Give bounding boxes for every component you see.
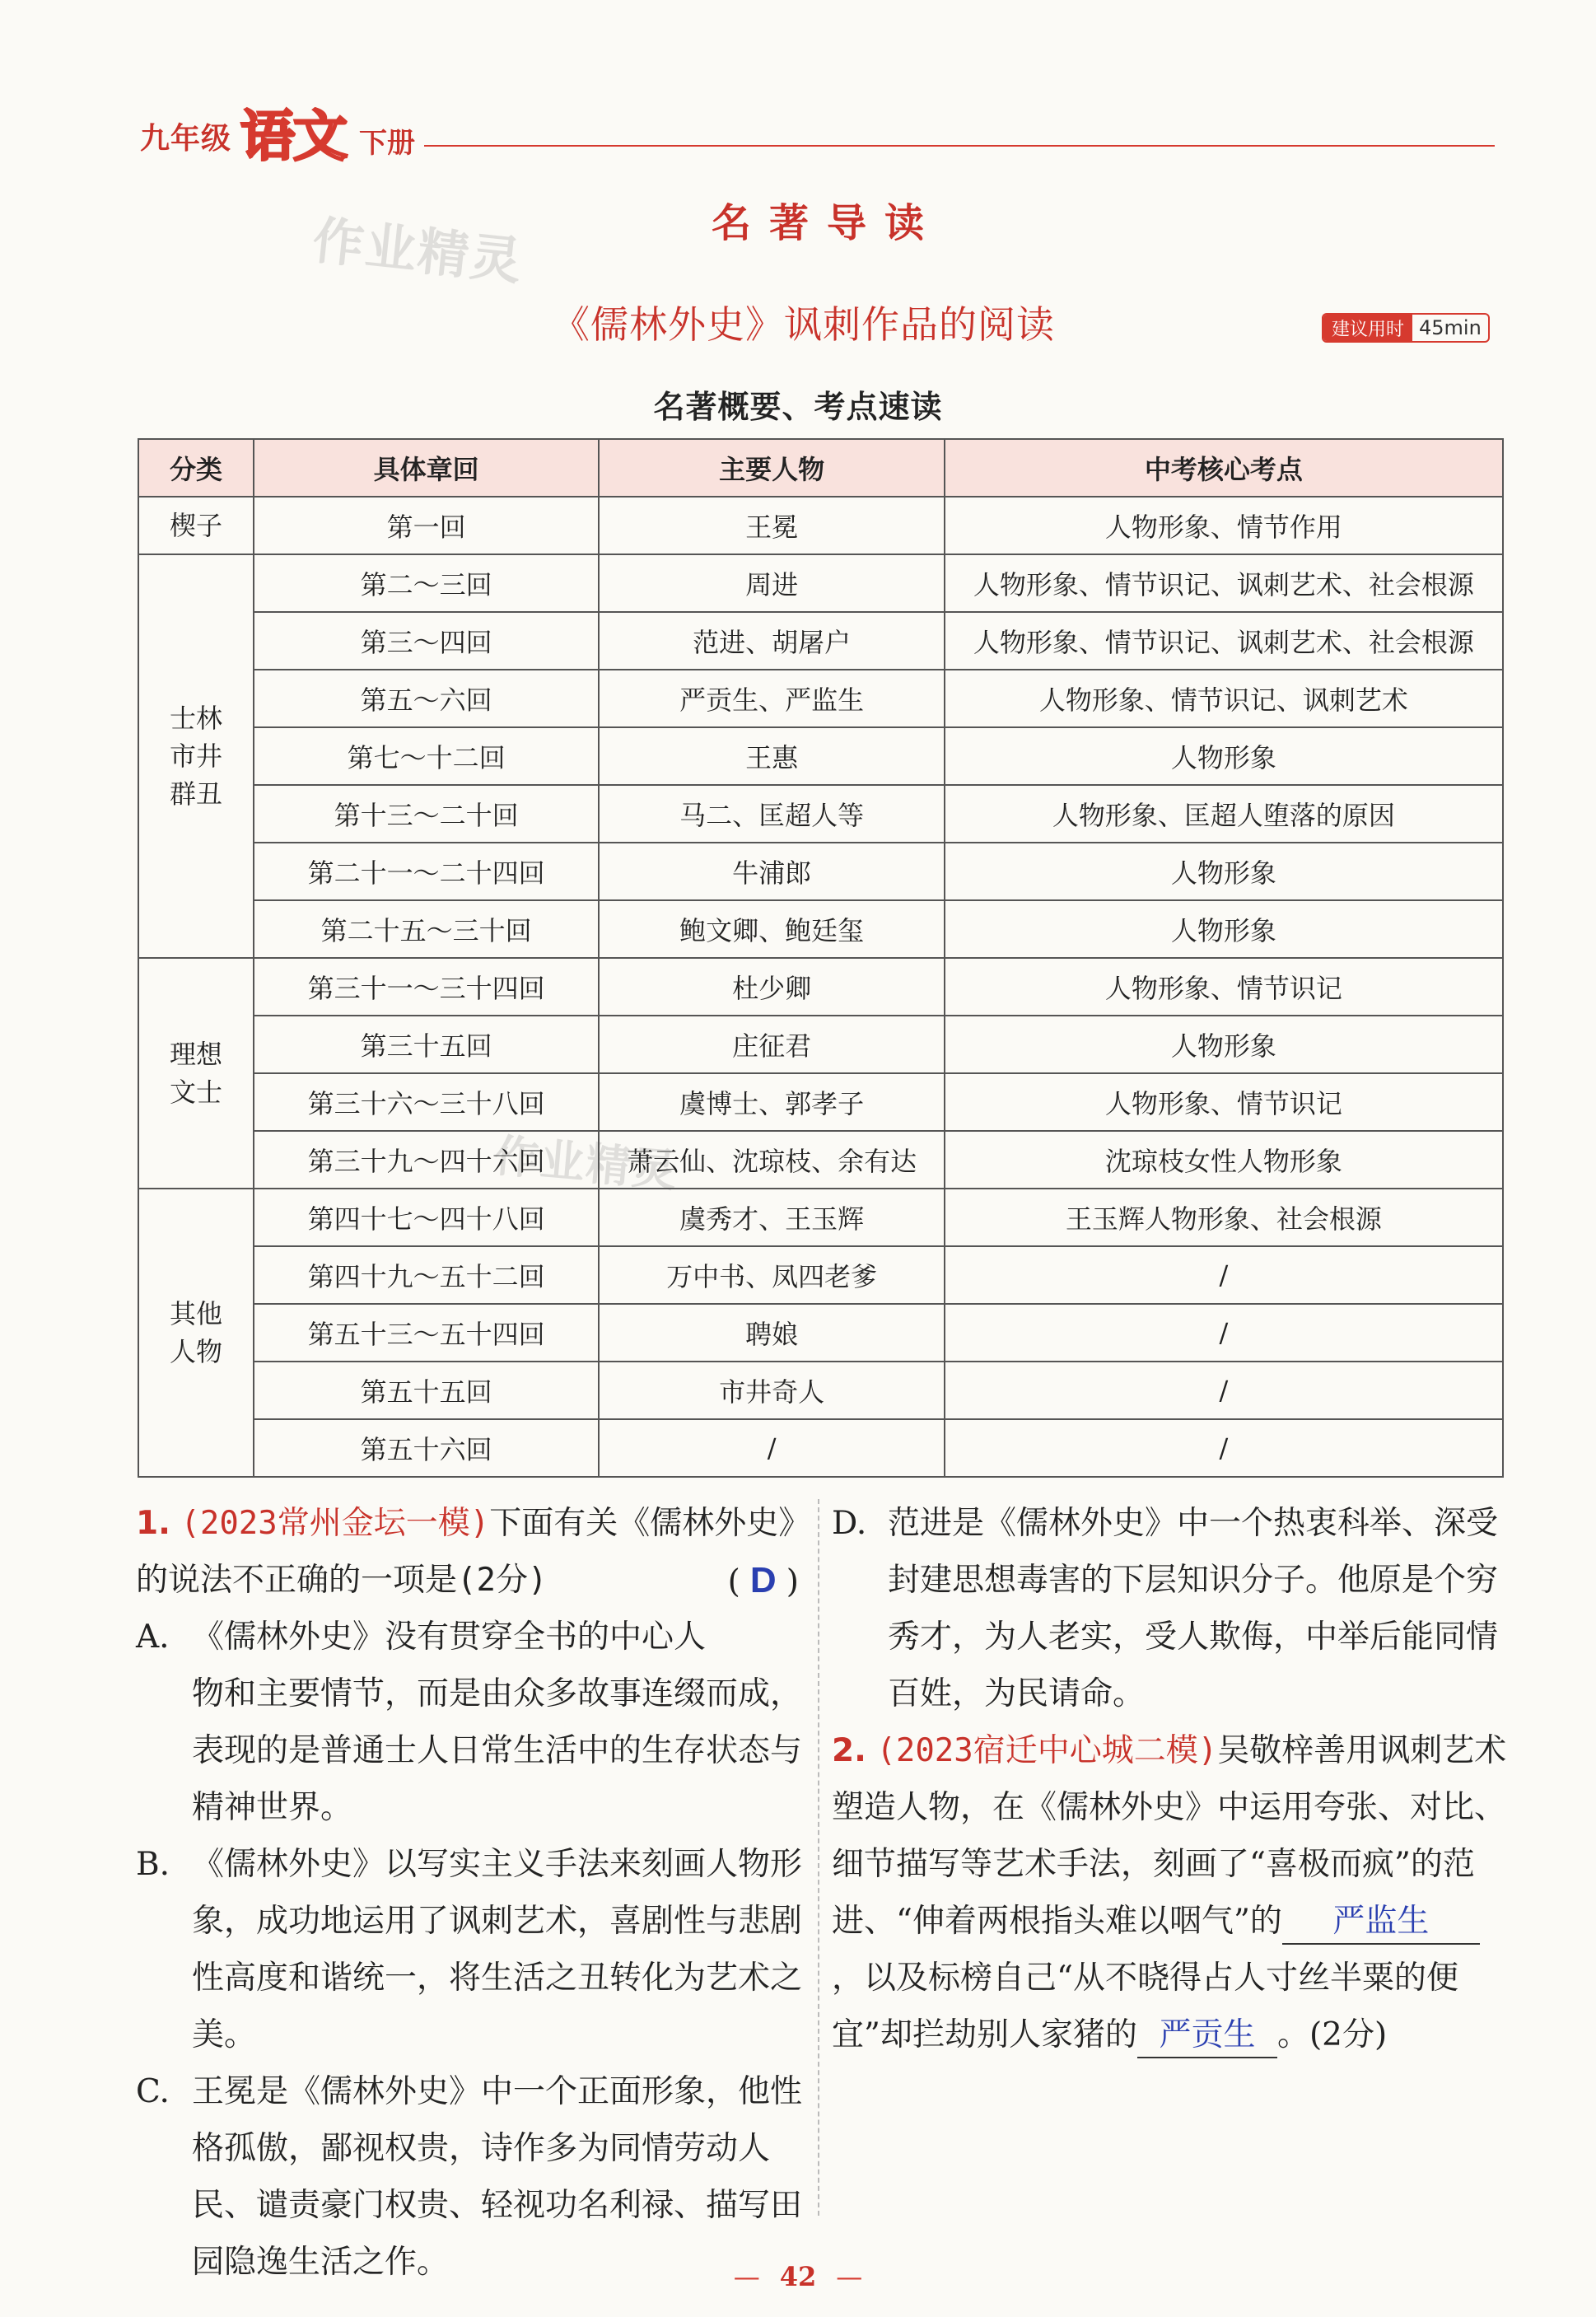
chapter-cell: 第五十六回 — [254, 1419, 599, 1477]
chapter-cell: 第三～四回 — [254, 612, 599, 670]
table-row — [138, 1131, 1503, 1189]
topic-title: 《儒林外史》讽刺作品的阅读 — [552, 302, 1055, 347]
chapter-cell: 第七～十二回 — [254, 727, 599, 785]
characters-cell: 马二、匡超人等 — [599, 785, 944, 843]
time-badge-value: 45min — [1419, 316, 1482, 339]
characters-cell: 牛浦郎 — [599, 843, 944, 900]
q2-text-part3: 。(2分) — [1276, 2016, 1388, 2053]
page-footer — [0, 2261, 1596, 2292]
key-points-cell: 人物形象 — [945, 1016, 1503, 1073]
key-points-cell: 人物形象、匡超人堕落的原因 — [945, 785, 1503, 843]
key-points-cell: 人物形象、情节识记 — [945, 1073, 1503, 1131]
category-cell: 其他人物 — [138, 1189, 254, 1477]
header-characters: 主要人物 — [599, 439, 944, 497]
category-cell: 理想文士 — [138, 958, 254, 1189]
chapter-cell: 第三十五回 — [254, 1016, 599, 1073]
characters-cell: 王惠 — [599, 727, 944, 785]
option-text: 《儒林外史》没有贯穿全书的中心人物和主要情节，而是由众多故事连缀而成，表现的是普通士人日常生活中的生存状态与精神世界。 — [192, 1619, 803, 1826]
watermark: 作业精灵 — [492, 1129, 680, 1198]
chapter-cell: 第二～三回 — [254, 554, 599, 612]
characters-cell: 虞博士、郭孝子 — [599, 1073, 944, 1131]
overview-table — [138, 438, 1504, 1478]
q1-source: (2023常州金坛一模) — [180, 1505, 490, 1542]
table-title: 名著概要、考点速读 — [653, 388, 943, 425]
characters-cell: 虞秀才、王玉辉 — [599, 1189, 944, 1246]
key-points-cell: 人物形象、情节作用 — [945, 497, 1503, 554]
q1-option-c — [136, 2063, 807, 2291]
chapter-cell: 第四十七～四十八回 — [254, 1189, 599, 1246]
footer-dash: — — [733, 2261, 760, 2292]
q2 — [832, 1722, 1507, 2063]
q2-text-part1: 吴敬梓善用讽刺艺术塑造人物，在《儒林外史》中运用夸张、对比、细节描写等艺术手法，刻画了“喜极而疯”的范进、“伸着两根指头难以咽气”的 — [832, 1732, 1507, 1940]
table-header-row — [138, 439, 1503, 497]
chapter-cell: 第十三～二十回 — [254, 785, 599, 843]
characters-cell: 范进、胡屠户 — [599, 612, 944, 670]
table-row — [138, 958, 1503, 1016]
q1-option-b — [136, 1836, 807, 2063]
characters-cell: 聘娘 — [599, 1304, 944, 1362]
key-points-cell: / — [945, 1419, 1503, 1477]
header-subject-logo: 语文 — [240, 105, 346, 168]
header-volume: 下册 — [359, 127, 415, 160]
table-row — [138, 843, 1503, 900]
q2-number: 2. — [832, 1732, 866, 1769]
characters-cell: / — [599, 1419, 944, 1477]
key-points-cell: / — [945, 1362, 1503, 1419]
key-points-cell: 人物形象 — [945, 843, 1503, 900]
category-cell: 士林市井群丑 — [138, 554, 254, 958]
table-row — [138, 900, 1503, 958]
column-divider — [818, 1499, 819, 2216]
chapter-cell: 第二十五～三十回 — [254, 900, 599, 958]
key-points-cell: / — [945, 1246, 1503, 1304]
characters-cell: 王冕 — [599, 497, 944, 554]
table-body — [138, 497, 1503, 1477]
q1-option-d — [832, 1495, 1507, 1722]
q1-option-a — [136, 1609, 807, 1836]
category-cell: 楔子 — [138, 497, 254, 554]
table-row — [138, 1016, 1503, 1073]
characters-cell: 万中书、凤四老爹 — [599, 1246, 944, 1304]
q1-stem — [136, 1495, 807, 1609]
key-points-cell: 人物形象、情节识记 — [945, 958, 1503, 1016]
chapter-cell: 第三十九～四十六回 — [254, 1131, 599, 1189]
key-points-cell: / — [945, 1304, 1503, 1362]
chapter-cell: 第一回 — [254, 497, 599, 554]
q1-number: 1. — [136, 1505, 170, 1542]
header-rule — [424, 145, 1495, 147]
table-row — [138, 1189, 1503, 1246]
header-chapter: 具体章回 — [254, 439, 599, 497]
key-points-cell: 人物形象、情节识记、讽刺艺术、社会根源 — [945, 612, 1503, 670]
option-text: 《儒林外史》以写实主义手法来刻画人物形象，成功地运用了讽刺艺术，喜剧性与悲剧性高度和谐统一，将生活之丑转化为艺术之美。 — [192, 1846, 803, 2053]
time-badge-label: 建议用时 — [1323, 315, 1412, 341]
q2-text-part2: ，以及标榜自己“从不晓得占人寸丝半粟的便宜”却拦劫别人家猪的 — [832, 1960, 1458, 2053]
table-row — [138, 1073, 1503, 1131]
characters-cell: 萧云仙、沈琼枝、余有达 — [599, 1131, 944, 1189]
footer-dash: — — [836, 2261, 863, 2292]
table-row — [138, 1419, 1503, 1477]
key-points-cell: 人物形象 — [945, 900, 1503, 958]
key-points-cell: 人物形象 — [945, 727, 1503, 785]
characters-cell: 杜少卿 — [599, 958, 944, 1016]
header-grade: 九年级 — [140, 122, 232, 156]
option-label: A. — [136, 1619, 170, 1656]
table-row — [138, 1362, 1503, 1419]
characters-cell: 市井奇人 — [599, 1362, 944, 1419]
characters-cell: 周进 — [599, 554, 944, 612]
characters-cell: 庄征君 — [599, 1016, 944, 1073]
chapter-cell: 第三十一～三十四回 — [254, 958, 599, 1016]
header-key-points: 中考核心考点 — [945, 439, 1503, 497]
key-points-cell: 人物形象、情节识记、讽刺艺术 — [945, 670, 1503, 727]
table-row — [138, 670, 1503, 727]
chapter-cell: 第三十六～三十八回 — [254, 1073, 599, 1131]
table-row — [138, 785, 1503, 843]
option-text: 王冕是《儒林外史》中一个正面形象，他性格孤傲，鄙视权贵，诗作多为同情劳动人民、谴责豪门权贵、轻视功名利禄、描写田园隐逸生活之作。 — [192, 2073, 803, 2281]
chapter-cell: 第二十一～二十四回 — [254, 843, 599, 900]
characters-cell: 鲍文卿、鲍廷玺 — [599, 900, 944, 958]
questions-right-column — [832, 1495, 1507, 2063]
chapter-cell: 第五十三～五十四回 — [254, 1304, 599, 1362]
q1-answer-box: ( D ) — [728, 1552, 799, 1610]
key-points-cell: 沈琼枝女性人物形象 — [945, 1131, 1503, 1189]
chapter-cell: 第五十五回 — [254, 1362, 599, 1419]
key-points-cell: 王玉辉人物形象、社会根源 — [945, 1189, 1503, 1246]
table-row — [138, 1246, 1503, 1304]
q1-answer: D — [749, 1560, 777, 1600]
table-row — [138, 497, 1503, 554]
table-row — [138, 1304, 1503, 1362]
q2-blank-1[interactable]: 严监生 — [1282, 1900, 1480, 1945]
key-points-cell: 人物形象、情节识记、讽刺艺术、社会根源 — [945, 554, 1503, 612]
page-number: 42 — [779, 2261, 817, 2292]
suggested-time-badge — [1322, 313, 1490, 343]
table-row — [138, 612, 1503, 670]
chapter-cell: 第五～六回 — [254, 670, 599, 727]
option-label: C. — [136, 2073, 170, 2110]
q2-source: (2023宿迁中心城二模) — [876, 1732, 1218, 1769]
chapter-cell: 第四十九～五十二回 — [254, 1246, 599, 1304]
section-title: 名著导读 — [711, 200, 942, 246]
option-label: B. — [136, 1846, 170, 1883]
characters-cell: 严贡生、严监生 — [599, 670, 944, 727]
q1-stem-text: 下面有关《儒林外史》的说法不正确的一项是(2分) — [136, 1505, 795, 1599]
option-label: D. — [832, 1505, 867, 1542]
watermark: 作业精灵 — [310, 209, 526, 292]
q2-blank-2[interactable]: 严贡生 — [1137, 2014, 1277, 2058]
table-row — [138, 554, 1503, 612]
header-category: 分类 — [138, 439, 254, 497]
option-text: 范进是《儒林外史》中一个热衷科举、深受封建思想毒害的下层知识分子。他原是个穷秀才，为人老实，受人欺侮，中举后能同情百姓，为民请命。 — [888, 1505, 1499, 1712]
table-row — [138, 727, 1503, 785]
questions-left-column — [136, 1495, 807, 2291]
